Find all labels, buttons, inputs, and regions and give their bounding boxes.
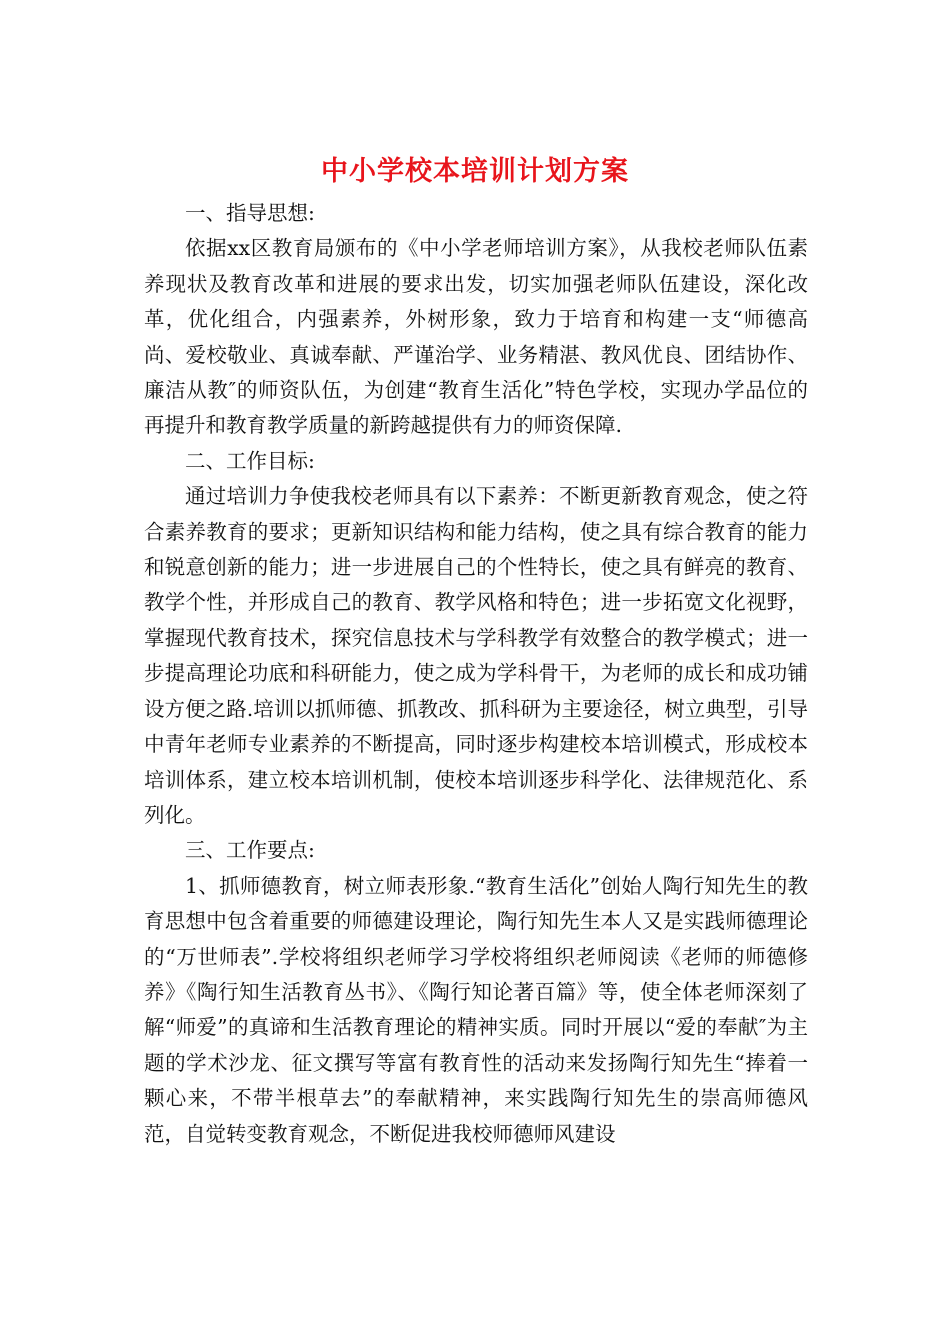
paragraph-work-goals: 通过培训力争使我校老师具有以下素养：不断更新教育观念，使之符合素养教育的要求；更新知识结构和能力结构，使之具有综合教育的能力和锐意创新的能力；进一步进展自己的个性特长，使之具有鲜亮的教育、教学个性，并形成自己的教育、教学风格和特色；进一步拓宽文化视野，掌握现代教育技术，探究信息技术与学科教学有效整合的教学模式；进一步提高理论功底和科研能力，使之成为学科骨干，为老师的成长和成功铺设方便之路.培训以抓师德、抓教改、抓科研为主要途径，树立典型，引导中青年老师专业素养的不断提高，同时逐步构建校本培训模式，形成校本培训体系，建立校本培训机制，使校本培训逐步科学化、法律规范化、系列化。 <box>144 484 808 827</box>
section-heading-work-points: 三、工作要点: <box>185 838 315 863</box>
paragraph-guiding-thought: 依据xx区教育局颁布的《中小学老师培训方案》，从我校老师队伍素养现状及教育改革和进展的要求出发，切实加强老师队伍建设，深化改革，优化组合，内强素养，外树形象，致力于培育和构建一支“师德高尚、爱校敬业、真诚奉献、严谨治学、业务精湛、教风优良、团结协作、廉洁从教″的师资队伍，为创建“教育生活化”特色学校，实现办学品位的再提升和教育教学质量的新跨越提供有力的师资保障. <box>144 236 808 438</box>
section-heading-work-goals: 二、工作目标: <box>185 448 315 473</box>
section-heading-guiding-thought: 一、指导思想: <box>185 201 315 225</box>
paragraph-work-point-1: 1、抓师德教育，树立师表形象.“教育生活化”创始人陶行知先生的教育思想中包含着重要的师德建设理论，陶行知先生本人又是实践师德理论的“万世师表”.学校将组织老师学习学校将组织老师阅读《老师的师德修养》《陶行知生活教育丛书》、《陶行知论著百篇》等，使全体老师深刻了解“师爱”的真谛和生活教育理论的精神实质。同时开展以“爱的奉献″为主题的学术沙龙、征文撰写等富有教育性的活动来发扬陶行知先生“捧着一颗心来，不带半根草去”的奉献精神，来实践陶行知先生的崇高师德风范，自觉转变教育观念，不断促进我校师德师风建设 <box>144 873 808 1146</box>
document-title: 中小学校本培训计划方案 <box>321 156 629 187</box>
document-body <box>144 196 808 1152</box>
